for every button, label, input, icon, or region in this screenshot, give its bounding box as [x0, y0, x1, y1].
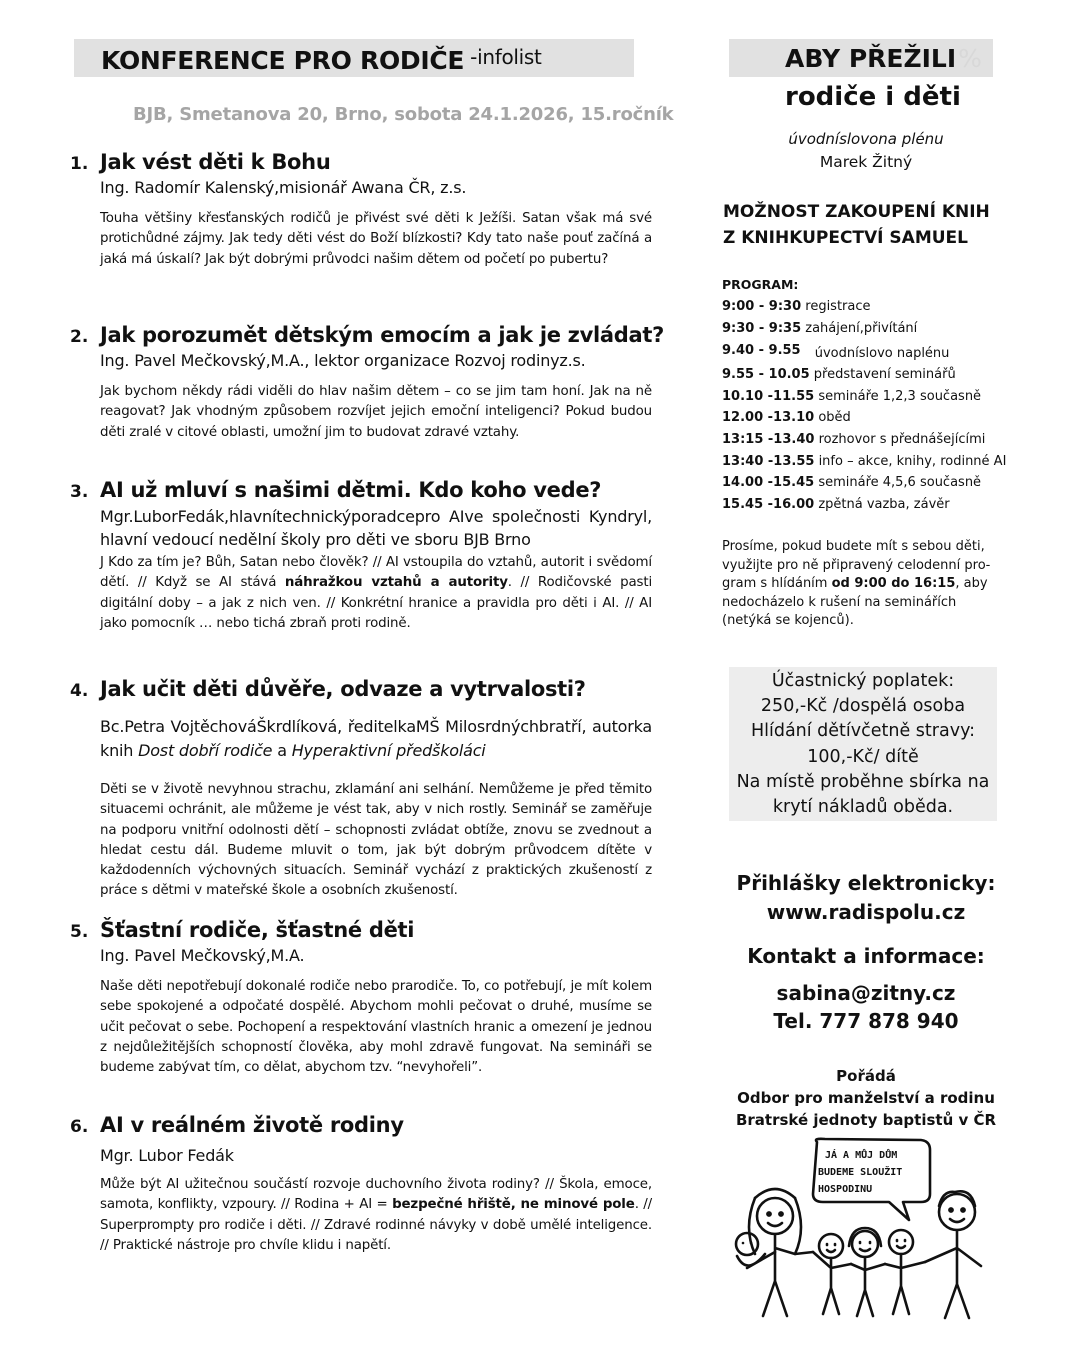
contact-phone: Tel. 777 878 940 — [773, 1009, 959, 1033]
seminar-description: Jak bychom někdy rádi viděli do hlav našim dětem – co se jim tam honí. Jak na ně reagovat? Jak vhodným způsobem rozvíjet jejich emoční inteligenci? Pokud budou děti zralé v citové oblasti, umožní jim to budovat zdravé vztahy. — [100, 384, 652, 440]
family-drawing — [725, 1136, 1005, 1336]
seminar-4 — [70, 677, 652, 902]
child-figure — [885, 1230, 925, 1314]
fee-line: krytí nákladů oběda. — [772, 797, 954, 818]
description-text: . // Superprompty pro rodiče i děti. // Zdravé rodinné návyky v době umělé inteligence. // Praktické nástroje pro chvíle klidu i napětí. — [100, 1197, 653, 1253]
seminar-6 — [70, 1113, 652, 1256]
program-row — [722, 410, 851, 425]
program-time: 9.40 - 9.55 — [722, 343, 801, 358]
description-text: Může být AI užitečnou součástí rozvoje duchovního života rodiny? // Škola, emoce, samota, konflikty, vzpoury. // Rodina + AI = — [100, 1177, 652, 1213]
organizer-line: Odbor pro manželství a rodinu — [737, 1089, 995, 1107]
program-row — [722, 343, 950, 361]
seminar-2 — [70, 323, 664, 443]
seminar-number: 2. — [70, 327, 89, 347]
books-line: MOŽNOST ZAKOUPENÍ KNIH — [723, 202, 990, 222]
program-time: 10.10 -11.55 — [722, 389, 815, 404]
seminar-lecturer: Ing. Pavel Mečkovský,M.A., lektor organizace Rozvoj rodinyz.s. — [100, 351, 586, 370]
seminar-lecturer: Ing. Radomír Kalenský,misionář Awana ČR, z.s. — [100, 178, 467, 197]
program-time: 13:40 -13.55 — [722, 454, 815, 469]
lecturer-text: a — [272, 741, 292, 760]
bubble-text: HOSPODINU — [818, 1184, 873, 1195]
books-line: Z KNIHKUPECTVÍ SAMUEL — [723, 228, 968, 248]
program-item: zpětná vazba, závěr — [818, 497, 950, 512]
program-time: 9:30 - 9:35 — [722, 321, 802, 336]
seminar-number: 5. — [70, 922, 89, 942]
seminar-description: Děti se v životě nevyhnou strachu, zklamání ani selhání. Nemůžeme je před těmito situacemi ochránit, ale můžeme je vést tak, aby v nich rostly. Seminář se zaměřuje na podporu vnitřní odolnosti dětí – schopnosti zvládat obtíže, znovu se zvednout a hledat cestu dál. Budeme mluvit o tom, jak být dobrým průvodcem dítěte v každodenních výchovných situacích. Seminář vychází z praktických zkušeností z práce s dětmi v mateřské škole a osobních zkušeností. — [100, 782, 652, 899]
venue-line: BJB, Smetanova 20, Brno, sobota 24.1.2026, 15.ročník — [133, 104, 674, 125]
page-subtitle: -infolist — [470, 45, 542, 69]
program-row — [722, 475, 981, 490]
lecturer-text: Bc.Petra VojtěchováŠkrdlíková, ředitelkaMŠ Milosrdnýchbratří, autorka knih — [100, 717, 652, 760]
sidebar-title-percent: % — [958, 44, 982, 73]
program-time: 9.55 - 10.05 — [722, 367, 810, 382]
note-text: Prosíme, pokud budete mít s sebou děti, využijte pro ně připravený celodenní program s hlídáním — [722, 539, 991, 591]
description-text: . // Rodičovské pasti digitální doby – a jak z nich ven. // Konkrétní hranice a pravidla pro děti i AI. // AI jako pomocník … nebo tichá zbraň proti rodině. — [100, 575, 653, 631]
program-item: semináře 4,5,6 současně — [818, 475, 982, 490]
seminar-title: AI v reálném životě rodiny — [100, 1113, 404, 1137]
intro-speaker: Marek Žitný — [819, 153, 913, 171]
seminar-number: 6. — [70, 1117, 89, 1137]
program-item: info – akce, knihy, rodinné AI — [818, 454, 1007, 469]
program-time: 15.45 -16.00 — [722, 497, 815, 512]
seminar-description — [100, 1175, 652, 1256]
fee-line: Účastnický poplatek: — [771, 671, 955, 691]
books-notice — [723, 199, 990, 251]
contact-email[interactable]: sabina@zitny.cz — [776, 981, 956, 1005]
seminar-title: Jak vést děti k Bohu — [100, 150, 331, 174]
program-time: 12.00 -13.10 — [722, 410, 815, 425]
contact-label: Kontakt a informace: — [747, 944, 985, 968]
child-figure — [813, 1234, 851, 1314]
seminar-title: Jak učit děti důvěře, odvaze a vytrvalosti? — [100, 677, 586, 701]
program-time: 9:00 - 9:30 — [722, 299, 802, 314]
program-item: registrace — [805, 299, 871, 314]
registration-url[interactable]: www.radispolu.cz — [766, 900, 966, 924]
seminar-lecturer: Ing. Pavel Mečkovský,M.A. — [100, 946, 305, 965]
sidebar-title — [785, 44, 982, 73]
fee-line: 100,-Kč/ dítě — [807, 746, 919, 767]
book-title: Hyperaktivní předškoláci — [291, 741, 486, 760]
program-time: 14.00 -15.45 — [722, 475, 815, 490]
program-item: oběd — [818, 410, 851, 425]
program-row — [722, 321, 917, 336]
program-item: úvodníslovo naplénu — [814, 346, 950, 361]
intro-label: úvodníslovona plénu — [788, 130, 944, 148]
organizer-label: Pořádá — [836, 1067, 896, 1085]
program-row — [722, 432, 985, 447]
fee-line: Na místě proběhne sbírka na — [736, 771, 990, 792]
organizer-line: Bratrské jednoty baptistů v ČR — [735, 1111, 997, 1129]
seminar-lecturer — [100, 715, 652, 763]
sidebar-title-text: ABY PŘEŽILI — [785, 44, 957, 73]
registration-label: Přihlášky elektronicky: — [736, 871, 996, 895]
page-title — [101, 46, 542, 75]
childcare-note — [722, 538, 1002, 631]
program-label: PROGRAM: — [722, 277, 799, 292]
program-item: semináře 1,2,3 současně — [818, 389, 982, 404]
program-item: rozhovor s přednášejícími — [818, 432, 986, 447]
note-text: , aby nedocházelo k rušení na seminářích (netýká se kojenců). — [722, 576, 988, 628]
seminar-title: AI už mluví s našimi dětmi. Kdo koho vede? — [100, 478, 602, 502]
seminar-description — [100, 553, 652, 634]
seminar-lecturer: Mgr.LuborFedák,hlavnítechnickýporadcepro AIve společnosti Kyndryl, hlavní vedoucí nedělní školy pro děti ve sboru BJB Brno — [100, 507, 652, 549]
seminar-5 — [70, 918, 652, 1078]
seminar-number: 4. — [70, 681, 89, 701]
program-item: zahájení,přivítání — [805, 321, 918, 336]
fee-line: 250,-Kč /dospělá osoba — [760, 696, 966, 717]
seminar-title: Jak porozumět dětským emocím a jak je zvládat? — [100, 323, 664, 347]
seminar-title: Šťastní rodiče, šťastné děti — [100, 918, 415, 942]
program-row — [722, 454, 1006, 469]
program-item: představení seminářů — [813, 367, 956, 382]
seminar-number: 1. — [70, 154, 89, 174]
program-row — [722, 299, 871, 314]
child-figure — [849, 1228, 885, 1316]
father-figure — [925, 1191, 981, 1318]
seminar-description: Touha většiny křesťanských rodičů je přivést své děti k Ježíši. Satan však má své protichůdné zájmy. Jak tedy děti vést do Boží blízkosti? Kdy tato naše pouť začíná a jaká má úskalí? Jak být dobrými průvodci našim dětem od početí po pubertu? — [100, 211, 652, 267]
mother-figure — [736, 1189, 813, 1316]
program-row — [722, 389, 981, 404]
page-title-text: KONFERENCE PRO RODIČE — [101, 46, 465, 75]
speech-bubble — [813, 1139, 930, 1220]
description-emphasis: náhražkou vztahů a autority — [284, 575, 508, 591]
note-emphasis: od 9:00 do 16:15 — [831, 576, 956, 591]
book-title: Dost dobří rodiče — [138, 741, 273, 760]
description-emphasis: bezpečné hřiště, ne minové pole — [392, 1197, 635, 1213]
bubble-text: JÁ A MŮJ DŮM — [825, 1150, 898, 1161]
fee-text — [729, 669, 997, 820]
program-time: 13:15 -13.40 — [722, 432, 815, 447]
sidebar-title-line2: rodiče i děti — [785, 82, 961, 112]
seminar-3 — [70, 478, 652, 634]
fee-line: Hlídání dětívčetně stravy: — [750, 721, 976, 742]
bubble-text: BUDEME SLOUŽIT — [818, 1167, 903, 1178]
seminar-1 — [70, 150, 652, 270]
program-row — [722, 497, 950, 512]
seminar-description: Naše děti nepotřebují dokonalé rodiče nebo prarodiče. To, co potřebují, je mít kolem sebe spokojené a odpočaté dospělé. Abychom mohli pečovat o druhé, musíme se učit pečovat o sebe. Pochopení a respektování vlastních hranic a omezení je jednou z nejdůležitějších schopností člověka, aby mohl zdravě fungovat. Na semináři se budeme zabývat tím, co dělat, abychom tzv. “nevyhořeli”. — [100, 979, 652, 1076]
description-text: J Kdo za tím je? Bůh, Satan nebo člověk? // AI vstoupila do vztahů, autorit i svědomí dětí. // Když se AI stává — [100, 555, 652, 591]
program-row — [722, 367, 956, 382]
seminar-lecturer: Mgr. Lubor Fedák — [100, 1146, 234, 1165]
seminar-number: 3. — [70, 482, 89, 502]
